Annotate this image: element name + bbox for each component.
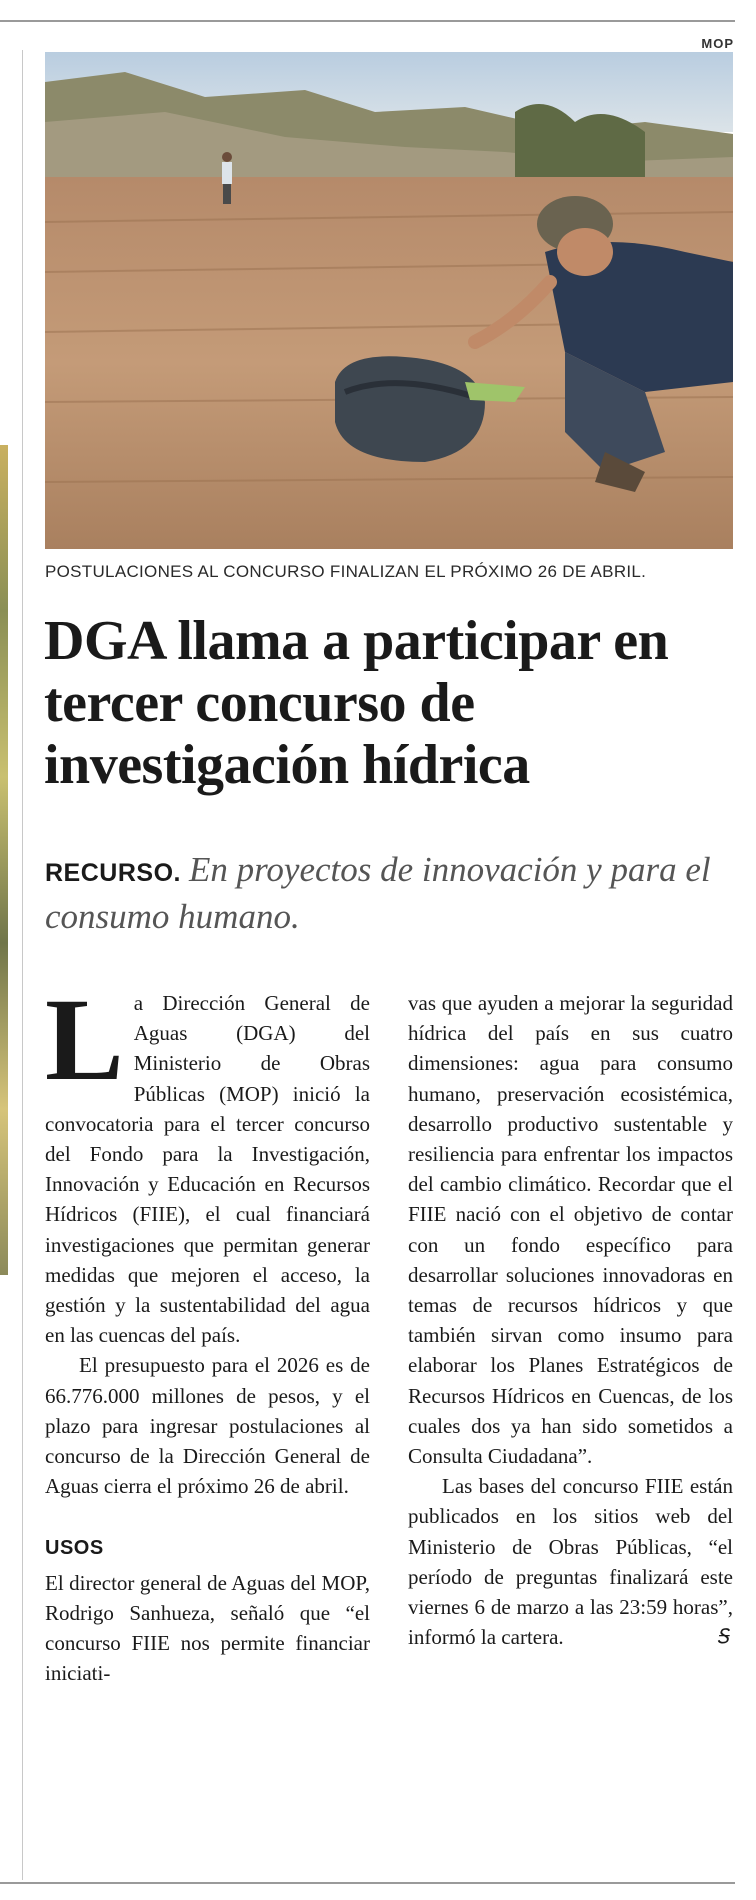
top-rule: [0, 20, 735, 22]
paragraph-2: El presupuesto para el 2026 es de 66.776.000 millones de pesos, y el plazo para ingresar postulaciones al concurso de la Dirección General de Aguas cierra el próximo 26 de abril.: [45, 1353, 370, 1499]
paragraph-1-text: a Dirección General de Aguas (DGA) del Ministerio de Obras Públicas (MOP) inició la convocatoria para el tercer concurso del Fondo para la Investigación, Innovación y Educación en Recursos Hídricos (FIIE), el cual financiará investigaciones que permitan generar medidas que mejoren el acceso, la gestión y la sustentabilidad del agua en las cuencas del país.: [45, 991, 370, 1348]
article-photo: [45, 52, 733, 549]
column-rule: [22, 50, 23, 1880]
body-column-left: [45, 974, 370, 1688]
subhead-usos: USOS: [45, 1537, 104, 1560]
adjacent-photo-edge: [0, 445, 8, 1275]
paragraph-1: [45, 974, 370, 1350]
paragraph-4: vas que ayuden a mejorar la seguridad hídrica del país en sus cuatro dimensiones: agua para consumo humano, preservación ecosistémica, desarrollo productivo sustentable y resiliencia para enfrentar los impactos del cambio climático. Recordar que el FIIE nació con el objetivo de contar con un fondo específico para desarrollar soluciones innovadoras en temas de recursos hídricos y que también sirvan como insumo para elaborar los Planes Estratégicos de Recursos Hídricos en Cuencas, de los cuales dos ya han sido sometidos a Consulta Ciudadana”.: [408, 991, 733, 1469]
photo-credit: MOP: [701, 36, 734, 51]
bottom-rule: [0, 1882, 735, 1884]
kicker-label: RECURSO.: [45, 859, 181, 887]
kicker-text: En proyectos de innovación y para el consumo humano.: [45, 850, 711, 936]
dropcap: L: [45, 974, 124, 1105]
end-mark: Ꭶ: [716, 1626, 729, 1649]
kicker: [45, 848, 735, 939]
headline: DGA llama a participar en tercer concurso de investigación hídrica: [44, 610, 669, 796]
paragraph-3: El director general de Aguas del MOP, Rodrigo Sanhueza, señaló que “el concurso FIIE nos permite financiar iniciati-: [45, 1570, 370, 1686]
paragraph-5-text: Las bases del concurso FIIE están publicados en los sitios web del Ministerio de Obras Públicas, “el período de preguntas finalizará este viernes 6 de marzo a las 23:59 horas”, informó la cartera.: [408, 1474, 733, 1650]
adjacent-article-edge: [0, 50, 10, 1830]
photo-caption: POSTULACIONES AL CONCURSO FINALIZAN EL PRÓXIMO 26 DE ABRIL.: [45, 562, 647, 581]
paragraph-5: [408, 1471, 733, 1652]
body-column-right: [408, 988, 733, 1652]
